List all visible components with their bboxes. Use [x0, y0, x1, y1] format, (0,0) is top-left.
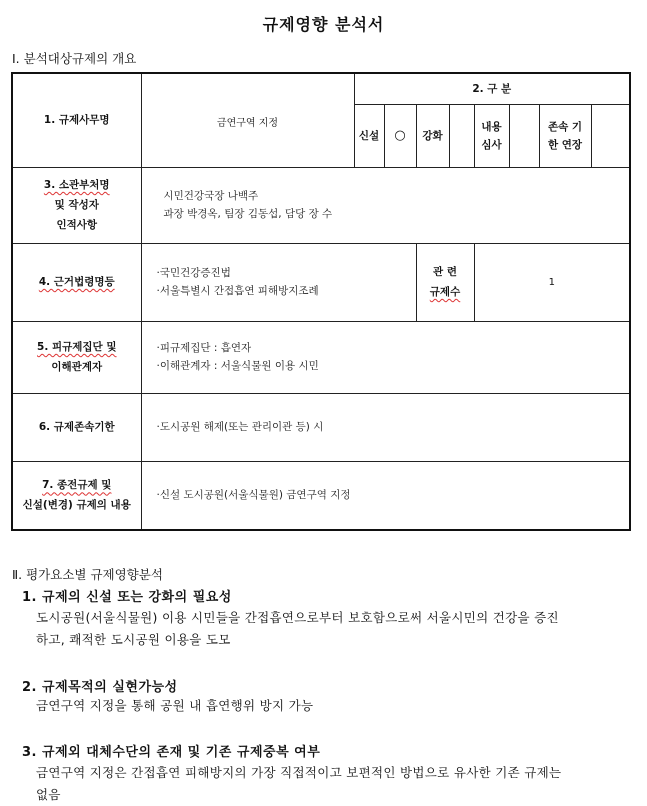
- row5-label-line: 이해관계자: [51, 361, 103, 373]
- section1-heading: Ⅰ. 분석대상규제의 개요: [12, 51, 137, 66]
- row3-value: [141, 167, 630, 243]
- row3-label-line: 및 작성자: [54, 199, 99, 211]
- row6-value: ·도시공원 해제(또는 관리이관 등) 시: [141, 393, 630, 461]
- division-extend-cell: [591, 104, 630, 167]
- row5-value: [141, 321, 630, 393]
- division-extend: 존속 기한 연장: [539, 104, 591, 167]
- row4-value: [141, 243, 416, 321]
- row7-label: [12, 461, 141, 530]
- row4-value-line: ·서울특별시 간접흡연 피해방지조례: [156, 285, 319, 297]
- item3-line: 금연구역 지정은 간접흡연 피해방지의 가장 직접적이고 보편적인 방법으로 유사한 기존 규제는: [36, 765, 562, 780]
- row4-value-line: ·국민건강증진법: [156, 267, 231, 279]
- row1-label: 1. 규제사무명: [12, 73, 141, 167]
- item3-title: 3. 규제외 대체수단의 존재 및 기존 규제중복 여부: [22, 745, 321, 760]
- division-content-review: 내용 심사: [474, 104, 509, 167]
- item1-body: [36, 607, 636, 651]
- row3-label-line: 3. 소관부처명: [43, 179, 110, 191]
- row4-label: 4. 근거법령명등: [12, 243, 141, 321]
- division-review-cell: [509, 104, 539, 167]
- related-count-label-line: 관 련: [433, 266, 457, 278]
- item3-line: 없음: [36, 787, 61, 802]
- related-count-label: [416, 243, 474, 321]
- item2-title: 2. 규제목적의 실현가능성: [22, 680, 178, 695]
- item3-body: [36, 762, 636, 806]
- overview-table: [11, 72, 631, 531]
- item1-line: 하고, 쾌적한 도시공원 이용을 도모: [36, 632, 231, 647]
- row7-label-line: 7. 종전규제 및: [42, 479, 112, 492]
- item1-line: 도시공원(서울식물원) 이용 시민들을 간접흡연으로부터 보호함으로써 서울시민의 건강을 증진: [36, 610, 559, 625]
- row5-label: [12, 321, 141, 393]
- row3-value-line: 과장 박경옥, 팀장 김동섭, 담당 장 수: [163, 208, 333, 220]
- division-new-mark: ○: [384, 104, 416, 167]
- row5-label-line: 5. 피규제집단 및: [37, 341, 117, 353]
- item2-body: [36, 695, 636, 717]
- division-strengthen: 강화: [416, 104, 449, 167]
- row7-value: ·신설 도시공원(서울식물원) 금연구역 지정: [141, 461, 630, 530]
- division-strengthen-cell: [449, 104, 474, 167]
- division-new: 신설: [354, 104, 384, 167]
- row7-label-line: 신설(변경) 규제의 내용: [22, 499, 131, 512]
- row3-label: [12, 167, 141, 243]
- row6-label: 6. 규제존속기한: [12, 393, 141, 461]
- row1-value: 금연구역 지정: [141, 73, 354, 167]
- row5-value-line: ·피규제집단 : 흡연자: [156, 342, 252, 354]
- item1-title: 1. 규제의 신설 또는 강화의 필요성: [22, 590, 232, 605]
- related-count-label-line: 규제수: [429, 286, 461, 298]
- document-title: 규제영향 분석서: [262, 15, 385, 34]
- related-count-value: 1: [474, 243, 630, 321]
- row3-value-line: 시민건강국장 나백주: [163, 190, 259, 202]
- row3-label-line: 인적사항: [56, 219, 98, 231]
- row5-value-line: ·이해관계자 : 서울식물원 이용 시민: [156, 360, 319, 372]
- section2-heading: Ⅱ. 평가요소별 규제영향분석: [12, 567, 163, 582]
- item2-line: 금연구역 지정을 통해 공원 내 흡연행위 방지 가능: [36, 698, 314, 713]
- division-header: 2. 구 분: [354, 73, 630, 104]
